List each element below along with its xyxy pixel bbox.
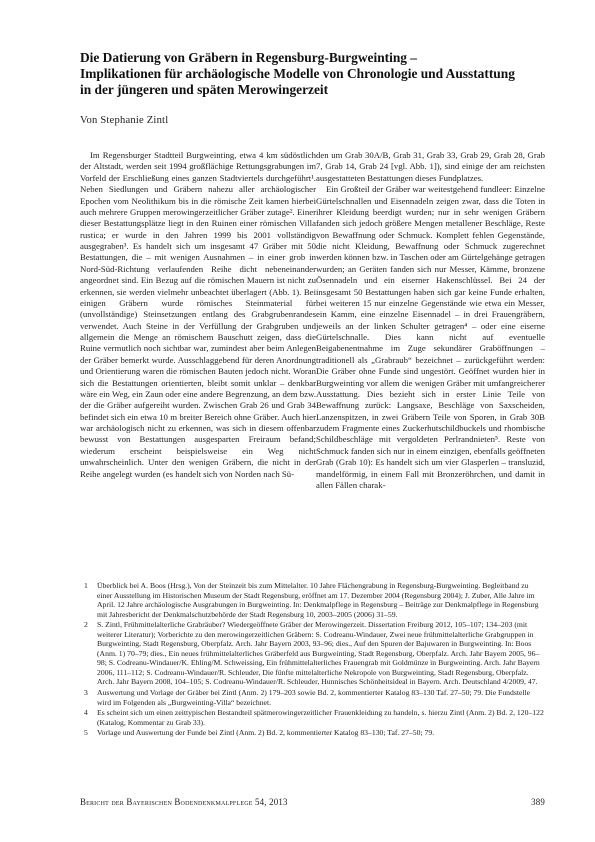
page-footer	[80, 797, 545, 807]
footnote-text: Überblick bei A. Boos (Hrsg.), Von der Steinzeit bis zum Mittelalter. 10 Jahre Flächengrabung in Regensburg-Burgweinting. Begleitband zu einer Ausstellung im Historischen Museum der Stadt Regensburg, eröffnet am 17. Dezember 2004 (Regensburg 2004); J. Zuber, Alle Jahre im April. 12 Jahre archäologische Ausgrabungen in Burgweinting. In: Denkmalpflege in Regensburg – Beiträge zur Denkmalpflege in Regensburg mit Jahresbericht der Denkmalschutzbehörde der Stadt Regensburg 10, 2003–2005 (2006) 31–59.	[97, 581, 539, 619]
title-line: Implikationen für archäologische Modelle von Chronologie und Ausstattung	[80, 66, 515, 81]
footnote-number: 5	[84, 728, 88, 738]
footnote	[80, 708, 545, 727]
footnote-number: 1	[84, 581, 88, 590]
body-column-right	[316, 150, 545, 491]
title-line: Die Datierung von Gräbern in Regensburg-Burgweinting –	[80, 50, 418, 65]
footnote-text: S. Zintl, Frühmittelalterliche Grabräuber? Wiedergeöffnete Gräber der Merowingerzeit. Dissertation Freiburg 2012, 105–107; 134–203 (mit weiterer Literatur); Vorberichte zu den merowingerzeitlichen Gräbern: S. Codreanu-Windauer, Zwei neue frühmittelalterliche Grabgruppen in Burgweinting, Stadt Regensburg, Oberpfalz. Arch. Jahr Bayern 2003, 93–96; dies., Auf den Spuren der Bajuwaren in Burgweinting. In: Boos (Anm. 1) 70–79; dies., Ein neues frühmittelalterliches Gräberfeld aus Burgweinting, Stadt Regensburg, Oberpfalz. Arch. Jahr Bayern 2005, 96–98; S. Codreanu-Windauer/K. Ehling/M. Schweissing, Ein frühmittelalterliches Frauengrab mit Goldmünze in Burgweinting. Arch. Jahr Bayern 2006, 111–112; S. Codreanu-Windauer/R. Schleuder, Die fünfte mittelalterliche Nekropole von Burgweinting, Stadt Regensburg, Oberpfalz. Arch. Jahr Bayern 2008, 104–105; S. Codreanu-Windauer/R. Schleuder, Hunnisches Schönheitsideal in Bayern. Arch. Deutschland 4/2009, 47.	[97, 620, 540, 687]
footnote-text: Auswertung und Vorlage der Gräber bei Zintl (Anm. 2) 179–203 sowie Bd. 2, kommentierter Katalog 83–130 Taf. 27–50; 79. Die Fundstelle wird im Folgenden als „Burgweinting-Villa“ bezeichnet.	[97, 688, 531, 707]
body-paragraph: Ein Großteil der Gräber war weitestgehend fundleer: Einzelne Gürtelschnallen und Eisennadeln zeigen zwar, dass die Toten in ihrer Kleidung beerdigt wurden; nur in sehr wenigen Gräbern fanden sich jedoch größere Mengen metallener Beschläge, Reste von Bewaffnung oder Schmuck. Komplett fehlen Gegenstände, die nicht Kleidung, Bewaffnung oder Schmuck zugerechnet werden können bzw. in Taschen oder am Gürtelgehänge getragen wurden; an Geräten fanden sich nur Messer, Kämme, bronzene Ösennadeln und ein eiserner Hakenschlüssel. Bei 24 der insgesamt 50 Bestattungen haben sich gar keine Funde erhalten, bei weiteren 15 nur einzelne Gegenstände wie etwa ein Messer, ein Kamm, eine einzelne Eisennadel – in drei Frauengräbern, jeweils an der linken Schulter getragen⁴ – oder eine eiserne Gürtelschnalle. Dies kann nicht auf eventuelle Beigabenentnahme im Zuge sekundärer Graböffnungen – traditionell als „Grabraub“ bezeichnet – zurückgeführt werden: Die Gräber ohne Funde sind ungestört. Geöffnet wurden hier in Burgweinting vor allem die wenigen Gräber mit umfangreicherer Ausstattung. Dies bezieht sich in erster Linie Teile von Bewaffnung zurück: Langsaxe, Beschläge von Saxscheiden, Lanzenspitzen, in zwei Gräbern Teile von Sporen, in Grab 30B zudem Fragmente eines Zuckerhutschildbuckels und rhombische Schildbeschläge mit vergoldeten Perlrandnieten⁵. Reste von Schmuck fanden sich nur in einem einzigen, ebenfalls geöffneten Grab (Grab 10): Es handelt sich um vier Glasperlen – transluzid, mandelförmig, in einem Fall mit Bronzeröhrchen, und damit in allen Fällen charak-	[316, 184, 545, 490]
title-line: in der jüngeren und späten Merowingerzeit	[80, 82, 329, 97]
body-paragraph: den um Grab 30A/B, Grab 31, Grab 33, Grab 29, Grab 28, Grab 7, Grab 14, Grab 24 [vgl. Abb. 1]), sind einige der am reichsten ausgestatteten Bestattungen dieses Fundplatzes.	[316, 150, 545, 183]
footnote-text: Vorlage und Auswertung der Funde bei Zintl (Anm. 2) Bd. 2, kommentierter Katalog 83–130; Taf. 27–50; 79.	[97, 728, 435, 738]
footnote-number: 4	[84, 708, 88, 718]
footnote-number: 3	[84, 688, 88, 698]
article-title	[80, 50, 560, 98]
journal-citation: Bericht der Bayerischen Bodendenkmalpflege 54, 2013	[80, 797, 288, 807]
footnote	[80, 728, 545, 738]
body-paragraph: Im Regensburger Stadtteil Burgweinting, etwa 4 km südöstlich der Altstadt, werden seit 1994 großflächige Rettungsgrabungen im Vorfeld der Erschließung eines ganzen Stadtviertels durchgeführt¹. Neben Siedlungen und Gräbern nahezu aller archäologischer Epochen vom Neolithikum bis in die römische Zeit kamen hierbei auch mehrere Gruppen merowingerzeitlicher Gräber zutage². Einer dieser Bestattungsplätze liegt in den Ruinen einer römischen Villa rustica; er wurde in den Jahren 1999 bis 2001 vollständig ausgegraben³. Es handelt sich um insgesamt 47 Gräber mit 50 Bestattungen, die – mit wenigen Ausnahmen – in einer grob in Nord-Süd-Richtung verlaufenden Reihe dicht nebeneinander angeordnet sind. Ein Bezug auf die römischen Mauern ist nicht zu erkennen, sie werden vielmehr unbeachtet überlagert (Abb. 1). Bei einigen Gräbern wurde römisches Steinmaterial für (unvollständige) Steinsetzungen entlang des Grabgrubenrandes verwendet. Auch Steine in der Verfüllung der Grabgruben und allgemein die Menge an römischem Bauschutt zeigen, dass die Ruine vermutlich noch sichtbar war, zumindest aber beim Anlegen der Gräber bemerkt wurde. Ausschlaggebend für deren Anordnung und Orientierung waren die römischen Bauten jedoch nicht. Woran sich die Bestattungen orientierten, bleibt somit unklar – denkbar wäre ein Weg, ein Zaun oder eine andere Begrenzung, an dem bzw. der die Gräber aufgereiht wurden. Zwischen Grab 26 und Grab 34 befindet sich ein etwa 10 m breiter Bereich ohne Gräber. Auch hier war archäologisch nicht zu erkennen, was sich in diesem offenbar bewusst von Bestattungen ausgesparten Freiraum befand; wiederum erscheint beispielsweise ein Weg nicht unwahrscheinlich. Unter den wenigen Gräbern, die nicht in der Reihe angelegt wurden (es handelt sich von Norden nach Sü-	[80, 150, 316, 479]
footnotes	[80, 581, 545, 739]
page-number: 389	[531, 797, 545, 807]
footnote-number: 2	[84, 620, 88, 630]
footnote	[80, 620, 545, 687]
footnote-text: Es scheint sich um einen zeittypischen Bestandteil spätmerowingerzeitlicher Frauenkleidung zu handeln, s. hierzu Zintl (Anm. 2) Bd. 2, 120–122 (Katalog, Kommentar zu Grab 33).	[97, 708, 544, 727]
article-author: Von Stephanie Zintl	[80, 115, 169, 126]
footnote	[80, 688, 545, 707]
footnote	[80, 581, 545, 619]
body-column-left	[80, 150, 316, 480]
